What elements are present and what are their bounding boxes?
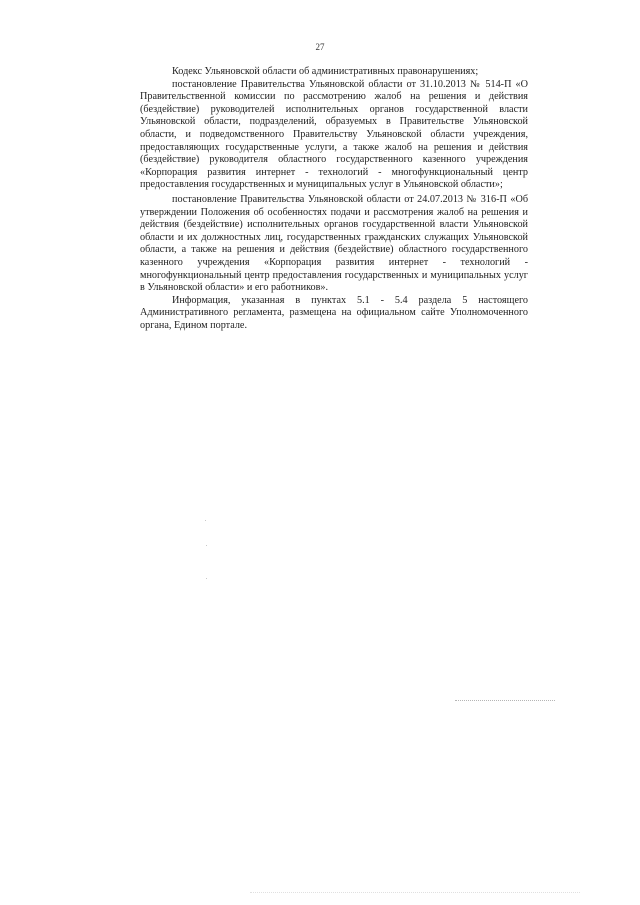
paragraph-resolution-316: постановление Правительства Ульяновской области от 24.07.2013 № 316-П «Об утверждении Положения об особенностях подачи и рассмотрения жалоб на решения и действия (бездействие) исполнительных органов государственной власти Ульяновской области и их должностных лиц, государственных гражданских служащих Ульяновской области, а также на решения и действия (бездействие) областного государственного казенного учреждения «Корпорация развития интернет - технологий - многофункциональный центр предоставления государственных и муниципальных услуг в Ульяновской области» и его работников». bbox=[140, 193, 528, 294]
paragraph-resolution-514: постановление Правительства Ульяновской области от 31.10.2013 № 514-П «О Правительственной комиссии по рассмотрению жалоб на решения и действия (бездействие) руководителей исполнительных органов государственной власти Ульяновской области, подразделений, образуемых в Правительстве Ульяновской области, и подведомственного Правительству Ульяновской области учреждения, предоставляющих государственные услуги, а также жалоб на решения и действия (бездействие) руководителя областного государственного казенного учреждения «Корпорация развития интернет - технологий - многофункциональный центр предоставления государственных и муниципальных услуг в Ульяновской области»; bbox=[140, 78, 528, 191]
page-number: 27 bbox=[315, 42, 325, 52]
scan-speck bbox=[206, 545, 207, 546]
scan-speck bbox=[205, 520, 206, 521]
scan-speck bbox=[206, 578, 207, 579]
scan-artifact-dotted-line bbox=[455, 700, 555, 701]
document-body bbox=[140, 66, 528, 332]
paragraph-information-placement: Информация, указанная в пунктах 5.1 - 5.4 раздела 5 настоящего Административного регламента, размещена на официальном сайте Уполномоченного органа, Едином портале. bbox=[140, 294, 528, 331]
paragraph-code-reference: Кодекс Ульяновской области об административных правонарушениях; bbox=[172, 66, 479, 77]
scan-artifact-bottom-line bbox=[250, 892, 580, 893]
